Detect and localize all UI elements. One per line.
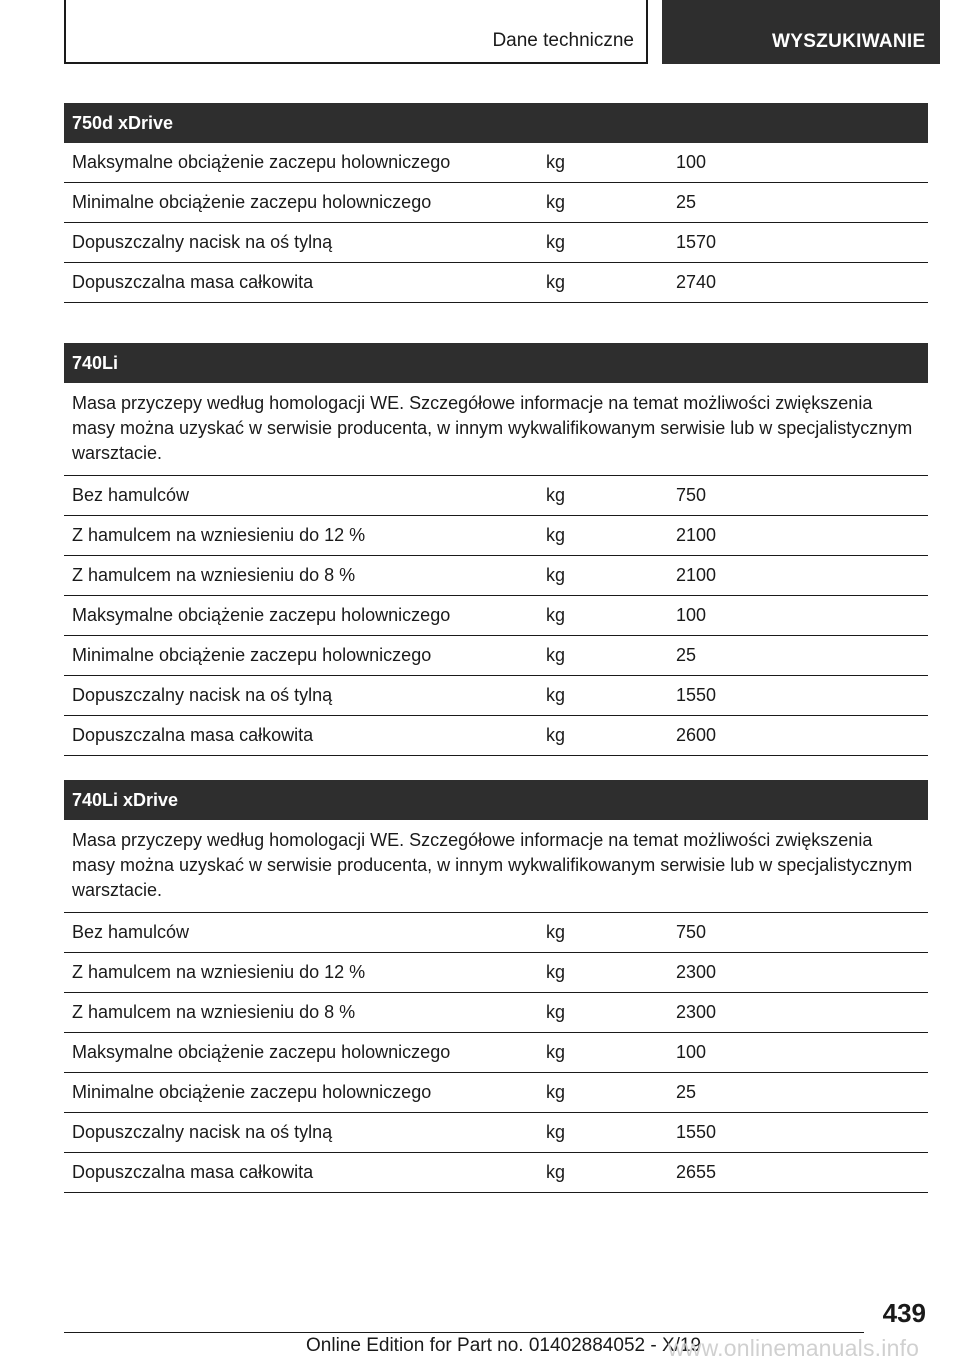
row-value: 2100 bbox=[676, 565, 717, 585]
row-value: 1550 bbox=[676, 685, 717, 705]
search-button[interactable] bbox=[662, 0, 940, 64]
row-label: Z hamulcem na wzniesieniu do 12 % bbox=[72, 962, 366, 982]
row-value: 100 bbox=[676, 605, 707, 625]
row-value: 25 bbox=[676, 192, 697, 212]
row-unit: kg bbox=[546, 192, 566, 212]
row-label: Dopuszczalny nacisk na oś tylną bbox=[72, 232, 333, 252]
table-row bbox=[64, 516, 928, 556]
row-value: 100 bbox=[676, 1042, 707, 1062]
table-row bbox=[64, 1033, 928, 1073]
search-label: WYSZUKIWANIE bbox=[772, 31, 926, 52]
table-heading: 740Li xDrive bbox=[64, 780, 928, 820]
row-value: 1550 bbox=[676, 1122, 717, 1142]
spec-table-750d-xdrive bbox=[64, 103, 928, 303]
row-unit: kg bbox=[546, 485, 566, 505]
row-label: Dopuszczalna masa całkowita bbox=[72, 1162, 314, 1182]
row-label: Bez hamulców bbox=[72, 922, 190, 942]
table-row bbox=[64, 596, 928, 636]
row-unit: kg bbox=[546, 645, 566, 665]
row-label: Maksymalne obciążenie zaczepu holowniczego bbox=[72, 152, 451, 172]
row-unit: kg bbox=[546, 272, 566, 292]
row-unit: kg bbox=[546, 1002, 566, 1022]
row-unit: kg bbox=[546, 1162, 566, 1182]
row-unit: kg bbox=[546, 685, 566, 705]
page-number: 439 bbox=[882, 1298, 926, 1328]
table-row bbox=[64, 1113, 928, 1153]
row-value: 2740 bbox=[676, 272, 717, 292]
table-row bbox=[64, 183, 928, 223]
row-label: Minimalne obciążenie zaczepu holowniczego bbox=[72, 1082, 432, 1102]
table-row bbox=[64, 263, 928, 303]
header-tab bbox=[64, 0, 648, 64]
table-row bbox=[64, 676, 928, 716]
row-value: 2655 bbox=[676, 1162, 717, 1182]
row-value: 25 bbox=[676, 645, 697, 665]
row-label: Z hamulcem na wzniesieniu do 8 % bbox=[72, 1002, 356, 1022]
row-unit: kg bbox=[546, 922, 566, 942]
row-value: 750 bbox=[676, 485, 707, 505]
footer-divider bbox=[64, 1332, 864, 1333]
row-value: 2600 bbox=[676, 725, 717, 745]
row-label: Dopuszczalna masa całkowita bbox=[72, 272, 314, 292]
table-row bbox=[64, 223, 928, 263]
row-unit: kg bbox=[546, 1122, 566, 1142]
row-label: Z hamulcem na wzniesieniu do 12 % bbox=[72, 525, 366, 545]
row-unit: kg bbox=[546, 525, 566, 545]
row-unit: kg bbox=[546, 1082, 566, 1102]
row-label: Z hamulcem na wzniesieniu do 8 % bbox=[72, 565, 356, 585]
row-unit: kg bbox=[546, 962, 566, 982]
row-label: Minimalne obciążenie zaczepu holowniczego bbox=[72, 645, 432, 665]
table-note: Masa przyczepy według homologacji WE. Szczegółowe informacje na temat możliwości zwiększenia masy można uzyskać w serwisie producenta, w innym wykwalifikowanym serwisie lub w specjalistycznym warsztacie. bbox=[64, 383, 928, 476]
row-unit: kg bbox=[546, 232, 566, 252]
row-value: 750 bbox=[676, 922, 707, 942]
row-label: Minimalne obciążenie zaczepu holowniczego bbox=[72, 192, 432, 212]
row-unit: kg bbox=[546, 565, 566, 585]
spec-table-740li bbox=[64, 343, 928, 756]
watermark: www.onlinemanuals.info bbox=[668, 1335, 920, 1361]
table-heading: 750d xDrive bbox=[64, 103, 928, 143]
row-unit: kg bbox=[546, 605, 566, 625]
row-value: 2300 bbox=[676, 1002, 717, 1022]
row-label: Dopuszczalny nacisk na oś tylną bbox=[72, 1122, 333, 1142]
section-title: Dane techniczne bbox=[492, 30, 634, 51]
table-row bbox=[64, 1073, 928, 1113]
row-label: Maksymalne obciążenie zaczepu holowniczego bbox=[72, 1042, 451, 1062]
table-row bbox=[64, 953, 928, 993]
row-label: Dopuszczalny nacisk na oś tylną bbox=[72, 685, 333, 705]
row-value: 2100 bbox=[676, 525, 717, 545]
table-note: Masa przyczepy według homologacji WE. Szczegółowe informacje na temat możliwości zwiększenia masy można uzyskać w serwisie producenta, w innym wykwalifikowanym serwisie lub w specjalistycznym warsztacie. bbox=[64, 820, 928, 913]
table-row bbox=[64, 143, 928, 183]
table-row bbox=[64, 913, 928, 953]
table-row bbox=[64, 556, 928, 596]
table-heading: 740Li bbox=[64, 343, 928, 383]
row-value: 100 bbox=[676, 152, 707, 172]
spec-table-740li-xdrive bbox=[64, 780, 928, 1193]
row-value: 25 bbox=[676, 1082, 697, 1102]
table-row bbox=[64, 476, 928, 516]
row-label: Bez hamulców bbox=[72, 485, 190, 505]
table-row bbox=[64, 636, 928, 676]
row-unit: kg bbox=[546, 152, 566, 172]
row-label: Dopuszczalna masa całkowita bbox=[72, 725, 314, 745]
row-unit: kg bbox=[546, 725, 566, 745]
row-unit: kg bbox=[546, 1042, 566, 1062]
row-value: 2300 bbox=[676, 962, 717, 982]
row-label: Maksymalne obciążenie zaczepu holowniczego bbox=[72, 605, 451, 625]
table-row bbox=[64, 716, 928, 756]
table-row bbox=[64, 993, 928, 1033]
table-row bbox=[64, 1153, 928, 1193]
row-value: 1570 bbox=[676, 232, 717, 252]
edition-text: Online Edition for Part no. 01402884052 - X/19 bbox=[306, 1335, 702, 1356]
